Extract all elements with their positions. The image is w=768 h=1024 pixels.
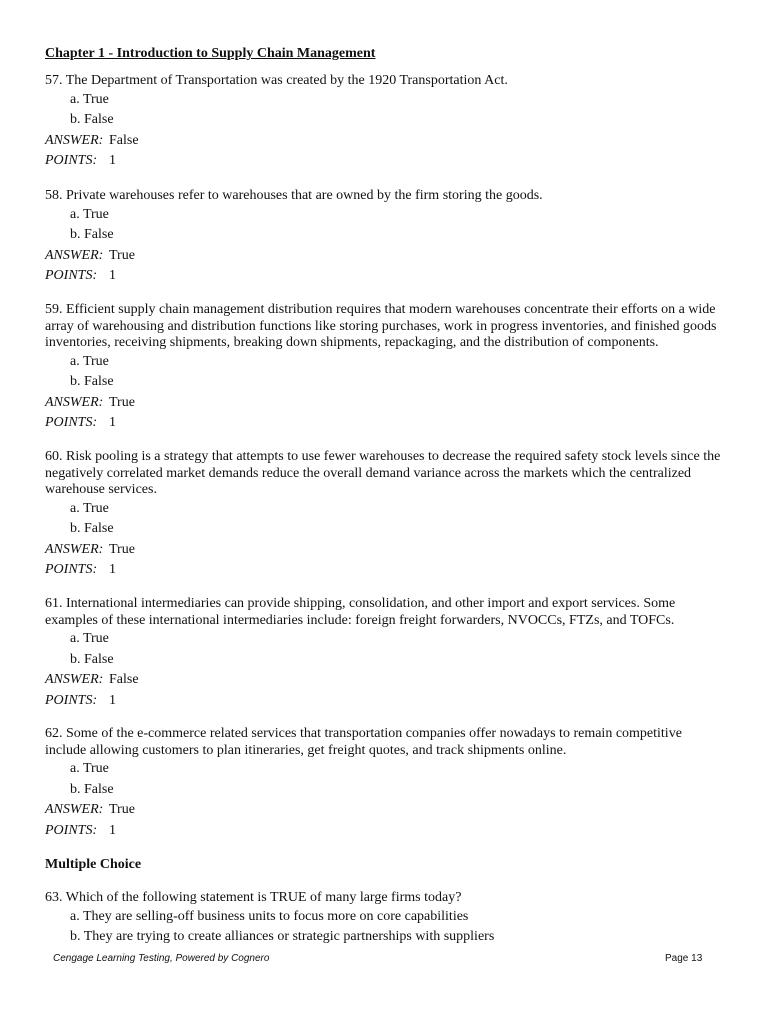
question-text: 61. International intermediaries can provide shipping, consolidation, and other import and export services. Some examples of these international intermediaries include: foreign freight forwarders, NVOCCs, FTZs, and TOFCs. bbox=[45, 596, 676, 628]
section-heading: Multiple Choice bbox=[45, 857, 142, 872]
option-a: a. True bbox=[70, 500, 109, 516]
question-60 bbox=[45, 449, 725, 581]
points-label: POINTS: bbox=[45, 415, 98, 430]
points-value: 1 bbox=[109, 153, 116, 168]
option-a: a. True bbox=[70, 631, 109, 646]
chapter-title: Chapter 1 - Introduction to Supply Chain Management bbox=[45, 46, 376, 61]
points-label: POINTS: bbox=[45, 153, 98, 168]
question-text: 62. Some of the e-commerce related services that transportation companies offer nowadays to remain competitive include allowing customers to plan itineraries, get freight quotes, and track shipments online. bbox=[45, 726, 682, 758]
points-label: POINTS: bbox=[45, 268, 98, 283]
points-value: 1 bbox=[109, 415, 116, 430]
answer-label: ANSWER: bbox=[45, 802, 104, 817]
option-a: a. True bbox=[70, 206, 109, 222]
answer-value: False bbox=[109, 132, 139, 148]
page-number: Page 13 bbox=[665, 953, 703, 964]
option-a: a. True bbox=[70, 353, 109, 369]
question-text: 58. Private warehouses refer to warehouses that are owned by the firm storing the goods. bbox=[45, 188, 543, 203]
points-label: POINTS: bbox=[45, 692, 98, 708]
question-59 bbox=[45, 302, 725, 434]
answer-label: ANSWER: bbox=[45, 394, 104, 410]
answer-line bbox=[45, 131, 725, 152]
points-line bbox=[45, 413, 725, 434]
points-value: 1 bbox=[109, 692, 116, 708]
points-line bbox=[45, 560, 725, 581]
points-value: 1 bbox=[109, 268, 116, 283]
question-57 bbox=[45, 73, 725, 172]
answer-label: ANSWER: bbox=[45, 247, 104, 263]
option-a: a. True bbox=[70, 91, 109, 107]
question-63 bbox=[45, 890, 725, 947]
answer-line bbox=[45, 393, 725, 414]
option-b: b. They are trying to create alliances or strategic partnerships with suppliers bbox=[70, 928, 495, 944]
answer-value: True bbox=[109, 541, 135, 557]
question-text: 60. Risk pooling is a strategy that attempts to use fewer warehouses to decrease the required safety stock levels since the negatively correlated market demands reduce the overall demand variance across the markets which the centralized warehouse services. bbox=[45, 449, 721, 497]
answer-value: False bbox=[109, 672, 139, 687]
question-text: 57. The Department of Transportation was created by the 1920 Transportation Act. bbox=[45, 73, 508, 88]
option-a: a. True bbox=[70, 761, 109, 776]
option-b: b. False bbox=[70, 112, 114, 127]
answer-value: True bbox=[109, 802, 135, 817]
points-line bbox=[45, 691, 725, 712]
option-b: b. False bbox=[70, 227, 114, 242]
points-line bbox=[45, 821, 725, 842]
option-b: b. False bbox=[70, 651, 114, 667]
points-label: POINTS: bbox=[45, 562, 98, 577]
answer-line bbox=[45, 246, 725, 267]
question-58 bbox=[45, 188, 725, 287]
answer-label: ANSWER: bbox=[45, 672, 104, 687]
question-text: 63. Which of the following statement is TRUE of many large firms today? bbox=[45, 890, 462, 905]
question-text: 59. Efficient supply chain management distribution requires that modern warehouses concentrate their efforts on a wide array of warehousing and distribution functions like storing purchases, work in progress inventories, and finished goods inventories, receiving shipments, breaking down shipments, repackaging, and the distribution of components. bbox=[45, 302, 717, 350]
answer-label: ANSWER: bbox=[45, 541, 104, 557]
question-62 bbox=[45, 726, 725, 841]
points-line bbox=[45, 151, 725, 172]
answer-value: True bbox=[109, 247, 135, 263]
option-b: b. False bbox=[70, 781, 114, 797]
option-a: a. They are selling-off business units to focus more on core capabilities bbox=[70, 908, 469, 924]
footer-publisher: Cengage Learning Testing, Powered by Cognero bbox=[53, 953, 270, 964]
question-61 bbox=[45, 596, 725, 711]
answer-label: ANSWER: bbox=[45, 132, 104, 148]
answer-line bbox=[45, 540, 725, 561]
answer-line bbox=[45, 670, 725, 691]
option-b: b. False bbox=[70, 521, 114, 536]
points-value: 1 bbox=[109, 562, 116, 577]
option-b: b. False bbox=[70, 374, 114, 389]
answer-line bbox=[45, 800, 725, 821]
answer-value: True bbox=[109, 394, 135, 410]
points-label: POINTS: bbox=[45, 822, 98, 838]
points-value: 1 bbox=[109, 822, 116, 838]
points-line bbox=[45, 266, 725, 287]
